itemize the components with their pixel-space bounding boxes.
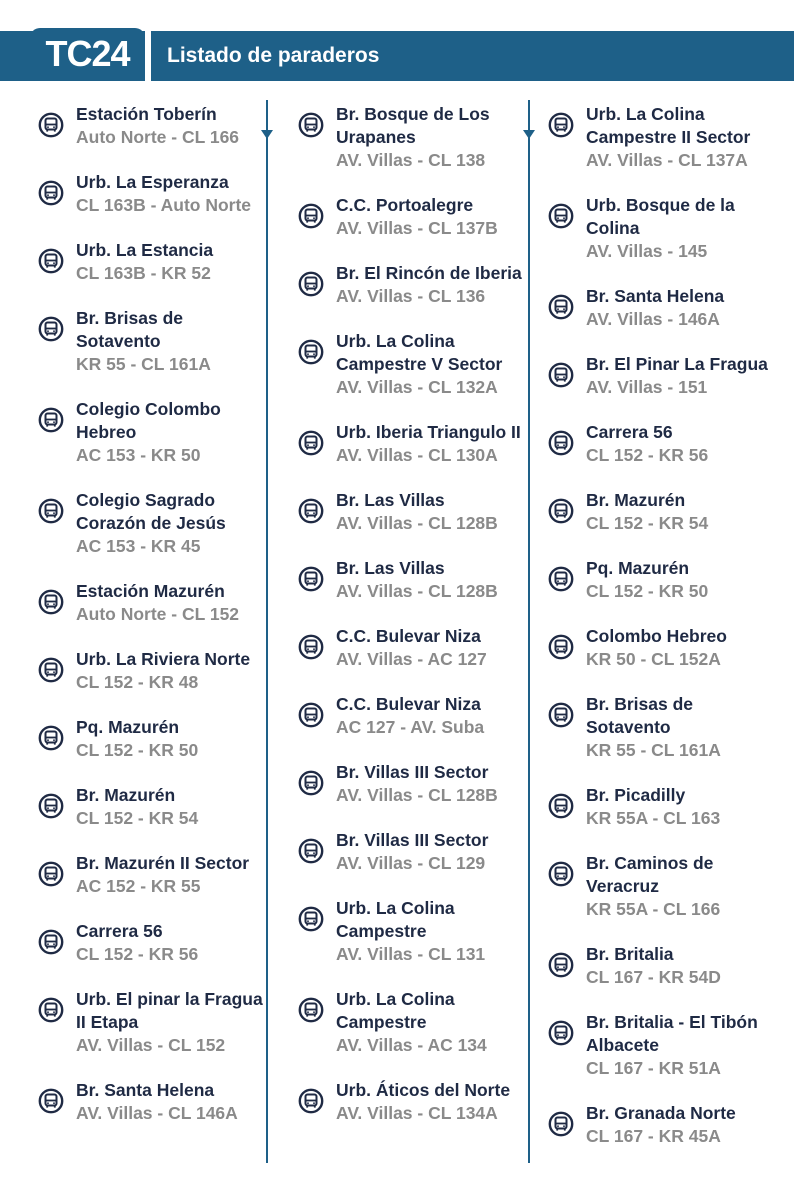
- stop-name: Urb. La Riviera Norte: [76, 649, 251, 669]
- stop-location: AV. Villas - CL 128B: [336, 513, 498, 533]
- bus-stop-icon: [548, 793, 574, 819]
- stop-name: Sotavento: [76, 331, 161, 351]
- stop-item: [38, 489, 258, 558]
- stop-column-3: [548, 103, 788, 1148]
- stop-location: AC 152 - KR 55: [76, 876, 201, 896]
- stop-item: [298, 194, 518, 240]
- direction-arrow-down-icon: [523, 130, 535, 139]
- stop-name: Urb. Bosque de la: [586, 195, 735, 215]
- stop-item: [298, 829, 518, 875]
- stop-location: AV. Villas - CL 128B: [336, 785, 498, 805]
- stop-name: Br. Villas III Sector: [336, 762, 489, 782]
- stop-item: [38, 648, 258, 694]
- stop-name: C.C. Bulevar Niza: [336, 626, 481, 646]
- stop-item: [298, 262, 522, 308]
- stop-item: [298, 1079, 518, 1125]
- stop-name: Br. Picadilly: [586, 785, 686, 805]
- stop-name: Veracruz: [586, 876, 659, 896]
- stop-location: CL 152 - KR 50: [76, 740, 199, 760]
- bus-stop-icon: [38, 180, 64, 206]
- stop-item: [548, 194, 788, 263]
- stop-item: [298, 693, 518, 739]
- bus-stop-icon: [298, 1088, 324, 1114]
- stop-name: Campestre: [336, 1012, 427, 1032]
- stop-name: Br. Las Villas: [336, 490, 445, 510]
- bus-stop-icon: [298, 702, 324, 728]
- stop-location: AV. Villas - CL 129: [336, 853, 486, 873]
- bus-stop-icon: [548, 1111, 574, 1137]
- stop-name: Colombo Hebreo: [586, 626, 727, 646]
- stop-item: [38, 307, 258, 376]
- stop-name: Albacete: [586, 1035, 659, 1055]
- stop-name: Urb. Áticos del Norte: [336, 1080, 511, 1100]
- bus-stop-icon: [548, 362, 574, 388]
- stop-location: AV. Villas - CL 130A: [336, 445, 498, 465]
- stop-item: [298, 557, 518, 603]
- stop-name: Urb. La Estancia: [76, 240, 214, 260]
- stop-name: Br. Granada Norte: [586, 1103, 736, 1123]
- stop-item: [38, 852, 258, 898]
- bus-stop-icon: [38, 248, 64, 274]
- stop-name: Carrera 56: [76, 921, 163, 941]
- bus-stop-icon: [548, 634, 574, 660]
- stop-item: [548, 852, 788, 921]
- stop-name: C.C. Portoalegre: [336, 195, 474, 215]
- stop-location: AC 127 - AV. Suba: [336, 717, 485, 737]
- stop-location: AV. Villas - CL 138: [336, 150, 486, 170]
- stop-item: [38, 784, 258, 830]
- badge-separator: [145, 31, 151, 81]
- stop-name: Br. El Rincón de Iberia: [336, 263, 522, 283]
- stop-location: AV. Villas - CL 131: [336, 944, 486, 964]
- stop-item: [548, 421, 788, 467]
- bus-stop-icon: [548, 861, 574, 887]
- stop-name: Br. Mazurén: [586, 490, 686, 510]
- stop-name: Urb. Iberia Triangulo II: [336, 422, 521, 442]
- page-title: Listado de paraderos: [167, 44, 380, 67]
- bus-stop-icon: [548, 952, 574, 978]
- stop-item: [548, 353, 788, 399]
- stop-location: AV. Villas - 146A: [586, 309, 720, 329]
- stop-item: [298, 421, 521, 467]
- stop-name: Corazón de Jesús: [76, 513, 226, 533]
- bus-stop-icon: [298, 271, 324, 297]
- bus-stop-icon: [548, 498, 574, 524]
- stop-item: [548, 1011, 788, 1080]
- stop-location: AV. Villas - CL 137B: [336, 218, 498, 238]
- stop-name: Br. Brisas de: [586, 694, 693, 714]
- stop-item: [548, 1102, 788, 1148]
- stop-name: Pq. Mazurén: [586, 558, 690, 578]
- route-badge: TC24: [30, 28, 145, 80]
- stop-item: [548, 285, 788, 331]
- stop-location: KR 55A - CL 166: [586, 899, 721, 919]
- stop-name: Colegio Colombo: [76, 399, 221, 419]
- stop-name: Br. Mazurén II Sector: [76, 853, 250, 873]
- stop-name: Br. Villas III Sector: [336, 830, 489, 850]
- bus-stop-icon: [298, 498, 324, 524]
- stop-name: Colegio Sagrado: [76, 490, 216, 510]
- stop-item: [298, 103, 518, 172]
- stop-item: [298, 330, 518, 399]
- stop-name: Br. Caminos de: [586, 853, 714, 873]
- stop-item: [38, 580, 258, 626]
- bus-stop-icon: [548, 112, 574, 138]
- stop-name: Br. Las Villas: [336, 558, 445, 578]
- stop-item: [38, 1079, 258, 1125]
- bus-stop-icon: [38, 1088, 64, 1114]
- stop-location: AV. Villas - CL 152: [76, 1035, 226, 1055]
- bus-stop-icon: [548, 203, 574, 229]
- stop-name: Urb. La Esperanza: [76, 172, 229, 192]
- stop-name: Sotavento: [586, 717, 671, 737]
- stop-name: Urapanes: [336, 127, 416, 147]
- stop-name: Br. El Pinar La Fragua: [586, 354, 768, 374]
- bus-stop-icon: [298, 997, 324, 1023]
- bus-stop-icon: [38, 861, 64, 887]
- stop-item: [38, 398, 258, 467]
- stop-location: CL 152 - KR 54: [76, 808, 199, 828]
- stop-location: AV. Villas - 145: [586, 241, 708, 261]
- stop-item: [38, 239, 258, 285]
- stop-item: [548, 693, 788, 762]
- column-divider-2: [528, 100, 530, 1163]
- bus-stop-icon: [38, 498, 64, 524]
- stop-item: [38, 920, 258, 966]
- stop-location: CL 167 - KR 54D: [586, 967, 721, 987]
- stop-location: AV. Villas - CL 134A: [336, 1103, 498, 1123]
- stop-location: KR 55A - CL 163: [586, 808, 721, 828]
- bus-stop-icon: [38, 997, 64, 1023]
- stop-location: CL 163B - Auto Norte: [76, 195, 252, 215]
- stop-name: Carrera 56: [586, 422, 673, 442]
- bus-stop-icon: [298, 566, 324, 592]
- bus-stop-icon: [548, 1020, 574, 1046]
- stop-name: Br. Santa Helena: [586, 286, 725, 306]
- stop-location: AV. Villas - AC 127: [336, 649, 487, 669]
- stop-location: AV. Villas - 151: [586, 377, 708, 397]
- stop-name: Urb. La Colina: [586, 104, 705, 124]
- bus-stop-icon: [548, 702, 574, 728]
- stop-column-1: [38, 103, 263, 1125]
- stop-location: CL 152 - KR 50: [586, 581, 709, 601]
- bus-stop-icon: [38, 793, 64, 819]
- stop-name: Estación Mazurén: [76, 581, 225, 601]
- stop-name: Br. Britalia - El Tibón: [586, 1012, 758, 1032]
- stop-location: CL 167 - KR 45A: [586, 1126, 721, 1146]
- stop-name: II Etapa: [76, 1012, 139, 1032]
- stop-item: [298, 897, 518, 966]
- bus-stop-icon: [298, 112, 324, 138]
- stop-name: Campestre II Sector: [586, 127, 751, 147]
- stop-location: CL 163B - KR 52: [76, 263, 211, 283]
- stop-name: Colina: [586, 218, 640, 238]
- stop-location: AV. Villas - AC 134: [336, 1035, 487, 1055]
- stop-item: [548, 784, 788, 830]
- bus-stop-icon: [38, 112, 64, 138]
- bus-stop-icon: [38, 316, 64, 342]
- stop-name: Br. Brisas de: [76, 308, 183, 328]
- stop-item: [38, 716, 258, 762]
- stop-name: Br. Bosque de Los: [336, 104, 490, 124]
- stop-location: KR 55 - CL 161A: [76, 354, 211, 374]
- stop-location: Auto Norte - CL 166: [76, 127, 240, 147]
- stop-location: AV. Villas - CL 137A: [586, 150, 748, 170]
- stop-item: [548, 103, 788, 172]
- bus-stop-icon: [38, 725, 64, 751]
- stop-name: Urb. La Colina: [336, 989, 455, 1009]
- stop-name: Urb. La Colina: [336, 898, 455, 918]
- stop-location: AC 153 - KR 45: [76, 536, 201, 556]
- stop-location: CL 167 - KR 51A: [586, 1058, 721, 1078]
- stop-item: [548, 943, 788, 989]
- stop-name: Hebreo: [76, 422, 137, 442]
- stop-location: AC 153 - KR 50: [76, 445, 201, 465]
- stop-item: [298, 761, 518, 807]
- stop-location: CL 152 - KR 48: [76, 672, 199, 692]
- stop-name: Campestre V Sector: [336, 354, 503, 374]
- bus-stop-icon: [298, 770, 324, 796]
- bus-stop-icon: [298, 203, 324, 229]
- stop-item: [38, 988, 263, 1057]
- stop-item: [548, 625, 788, 671]
- bus-stop-icon: [38, 657, 64, 683]
- stop-name: Estación Toberín: [76, 104, 217, 124]
- stop-name: Br. Britalia: [586, 944, 674, 964]
- stop-location: AV. Villas - CL 136: [336, 286, 486, 306]
- bus-stop-icon: [38, 929, 64, 955]
- bus-stop-icon: [548, 430, 574, 456]
- stop-item: [298, 988, 518, 1057]
- stop-name: Br. Santa Helena: [76, 1080, 215, 1100]
- stop-column-2: [298, 103, 522, 1125]
- stop-location: AV. Villas - CL 128B: [336, 581, 498, 601]
- stop-item: [298, 489, 518, 535]
- bus-stop-icon: [38, 589, 64, 615]
- bus-stop-icon: [548, 566, 574, 592]
- stop-name: Br. Mazurén: [76, 785, 176, 805]
- stop-name: Urb. El pinar la Fragua: [76, 989, 263, 1009]
- stop-location: CL 152 - KR 56: [76, 944, 199, 964]
- bus-stop-icon: [298, 634, 324, 660]
- stop-item: [548, 489, 788, 535]
- stop-name: Pq. Mazurén: [76, 717, 180, 737]
- stop-location: CL 152 - KR 54: [586, 513, 709, 533]
- stop-location: CL 152 - KR 56: [586, 445, 709, 465]
- stop-name: Urb. La Colina: [336, 331, 455, 351]
- bus-stop-icon: [298, 838, 324, 864]
- stop-location: AV. Villas - CL 132A: [336, 377, 498, 397]
- stop-name: Campestre: [336, 921, 427, 941]
- bus-stop-icon: [298, 339, 324, 365]
- stop-location: Auto Norte - CL 152: [76, 604, 240, 624]
- bus-stop-icon: [38, 407, 64, 433]
- direction-arrow-down-icon: [261, 130, 273, 139]
- stop-location: AV. Villas - CL 146A: [76, 1103, 238, 1123]
- column-divider-1: [266, 100, 268, 1163]
- stop-location: KR 55 - CL 161A: [586, 740, 721, 760]
- stop-item: [38, 103, 258, 149]
- stop-item: [38, 171, 258, 217]
- bus-stop-icon: [548, 294, 574, 320]
- stop-item: [298, 625, 518, 671]
- stop-location: KR 50 - CL 152A: [586, 649, 721, 669]
- bus-stop-icon: [298, 906, 324, 932]
- stop-name: C.C. Bulevar Niza: [336, 694, 481, 714]
- stop-item: [548, 557, 788, 603]
- bus-stop-icon: [298, 430, 324, 456]
